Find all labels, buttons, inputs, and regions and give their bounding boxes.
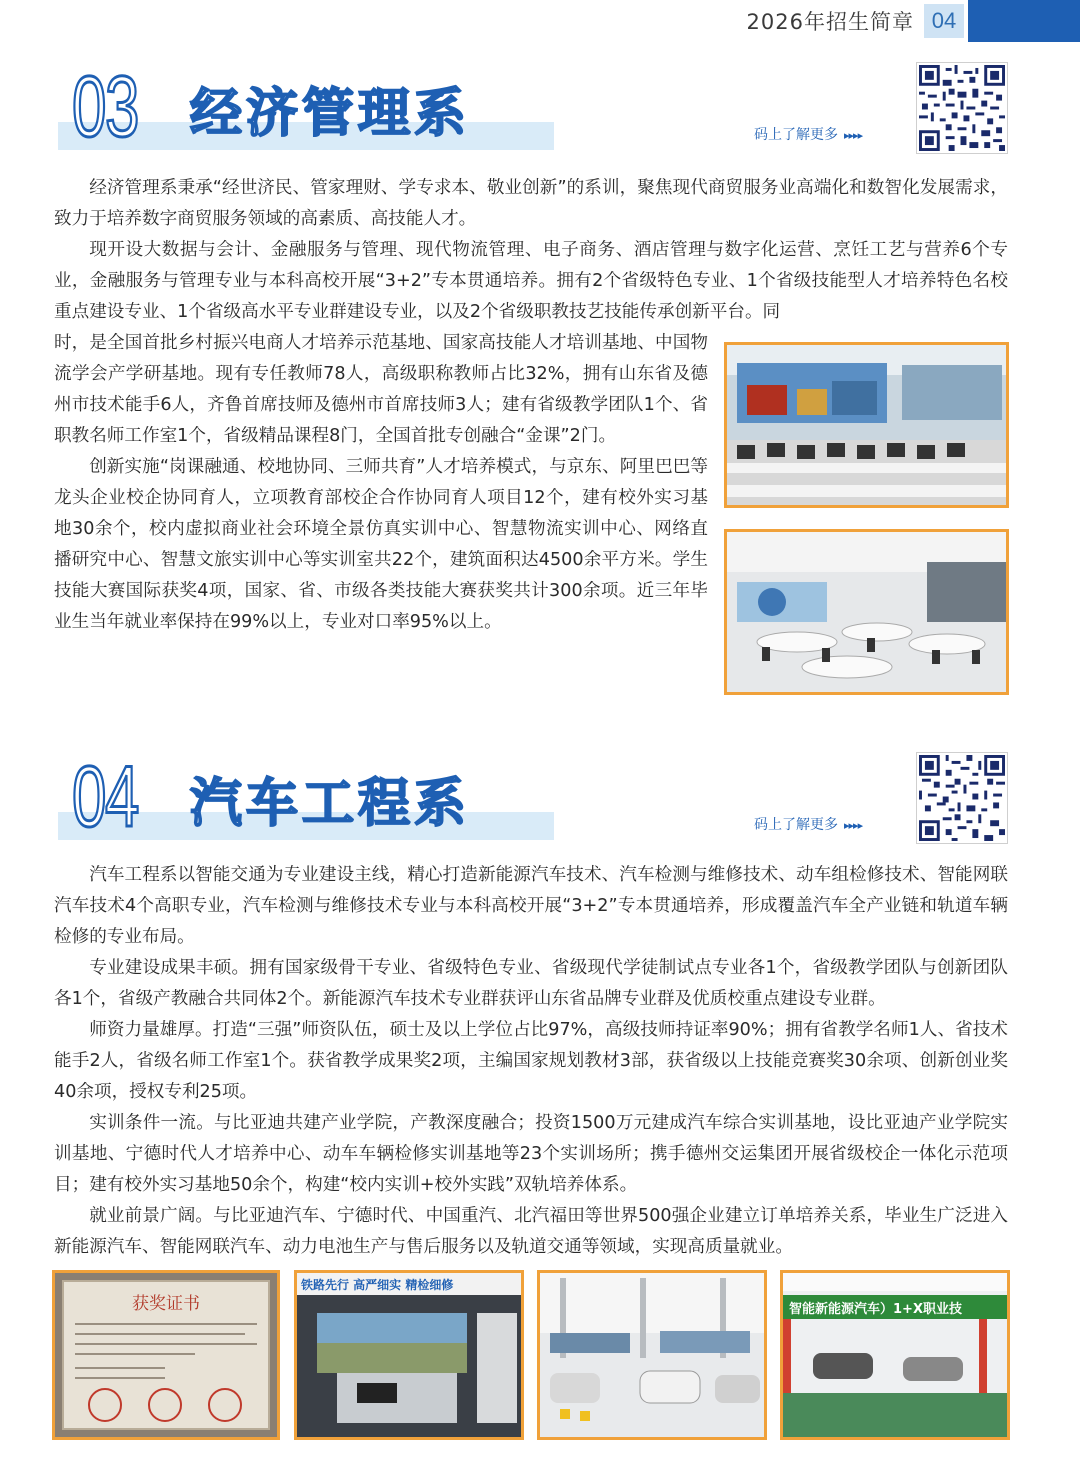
section-03-intro: [54, 173, 1008, 328]
section-04-body: [54, 860, 1008, 1263]
training-room-photo: [724, 529, 1009, 695]
paragraph: 专业建设成果丰硕。拥有国家级骨干专业、省级特色专业、省级现代学徒制试点专业各1个，省级教学团队与创新团队各1个，省级产教融合共同体2个。新能源汽车技术专业群获评山东省品牌专业群及优质校重点建设专业群。: [54, 958, 1008, 1009]
section-title: 经济管理系: [190, 84, 471, 144]
simulator-banner: 铁路先行 高严细实 精检细修: [301, 1278, 454, 1292]
paragraph: 经济管理系秉承“经世济民、管家理财、学专求本、敬业创新”的系训，聚焦现代商贸服务业高端化和数智化发展需求，致力于培养数字商贸服务领域的高素质、高技能人才。: [54, 178, 1008, 229]
paragraph: 时，是全国首批乡村振兴电商人才培养示范基地、国家高技能人才培训基地、中国物流学会产学研基地。现有专任教师78人，高级职称教师占比32%，拥有山东省及德州市技术能手6人，齐鲁首席技师及德州市首席技师3人；建有省级教学团队1个、省职教名师工作室1个，省级精品课程8门，全国首批专创融合“金课”2门。: [54, 333, 708, 446]
paragraph: 汽车工程系以智能交通为专业建设主线，精心打造新能源汽车技术、汽车检测与维修技术、动车组检修技术、智能网联汽车技术4个高职专业，汽车检测与维修技术专业与本科高校开展“3+2”专本贯通培养，形成覆盖汽车全产业链和轨道车辆检修的专业布局。: [54, 865, 1008, 947]
ev-training-photo: [780, 1270, 1010, 1440]
section-03-body: [54, 328, 708, 638]
section-title: 汽车工程系: [190, 774, 471, 834]
brochure-title: 2026年招生简章: [746, 10, 914, 34]
certificate-photo: [52, 1270, 280, 1440]
paragraph: 现开设大数据与会计、金融服务与管理、现代物流管理、电子商务、酒店管理与数字化运营、烹饪工艺与营养6个专业，金融服务与管理专业与本科高校开展“3+2”专本贯通培养。拥有2个省级特色专业、1个省级技能型人才培养特色名校重点建设专业、1个省级高水平专业群建设专业，以及2个省级职教技艺技能传承创新平台。同: [54, 240, 1008, 322]
header-bar: [968, 0, 1080, 42]
arrow-icon: ▸▸▸▸: [844, 129, 863, 142]
qr-code[interactable]: [916, 752, 1008, 844]
workshop-photo: [537, 1270, 767, 1440]
page-header: [0, 0, 1080, 44]
page-number: 04: [924, 4, 964, 38]
paragraph: 师资力量雄厚。打造“三强”师资队伍，硕士及以上学位占比97%，高级技师持证率90%；拥有省教学名师1人、省技术能手2人，省级名师工作室1个。获省教学成果奖2项，主编国家规划教材3部，获省级以上技能竞赛奖30余项、创新创业奖40余项，授权专利25项。: [54, 1020, 1008, 1102]
paragraph: 实训条件一流。与比亚迪共建产业学院，产教深度融合；投资1500万元建成汽车综合实训基地，设比亚迪产业学院实训基地、宁德时代人才培养中心、动车车辆检修实训基地等23个实训场所；携手德州交运集团开展省级校企一体化示范项目；建有校外实习基地50余个，构建“校内实训+校外实践”双轨培养体系。: [54, 1113, 1008, 1195]
qr-icon: [919, 755, 1005, 841]
qr-code[interactable]: [916, 62, 1008, 154]
more-label: 码上了解更多: [754, 817, 838, 833]
certificate-title: 获奖证书: [132, 1294, 200, 1314]
paragraph: 创新实施“岗课融通、校地协同、三师共育”人才培养模式，与京东、阿里巴巴等龙头企业校企协同育人，立项教育部校企合作协同育人项目12个，建有校外实习基地30余个，校内虚拟商业社会环境全景仿真实训中心、智慧物流实训中心、网络直播研究中心、智慧文旅实训中心等实训室共22个，建筑面积达4500余平方米。学生技能大赛国际获奖4项，国家、省、市级各类技能大赛获奖共计300余项。近三年毕业生当年就业率保持在99%以上，专业对口率95%以上。: [54, 457, 708, 632]
paragraph: 就业前景广阔。与比亚迪汽车、宁德时代、中国重汽、北汽福田等世界500强企业建立订单培养关系，毕业生广泛进入新能源汽车、智能网联汽车、动力电池生产与售后服务以及轨道交通等领域，实现高质量就业。: [54, 1206, 1008, 1257]
more-link[interactable]: [754, 124, 862, 144]
section-number: 04: [72, 749, 139, 845]
arrow-icon: ▸▸▸▸: [844, 819, 863, 832]
more-link[interactable]: [754, 814, 862, 834]
simulator-photo: [294, 1270, 524, 1440]
qr-icon: [919, 65, 1005, 151]
classroom-photo: [724, 342, 1009, 508]
ev-banner: 智能新能源汽车）1+X职业技: [789, 1302, 962, 1317]
section-number: 03: [72, 59, 139, 155]
more-label: 码上了解更多: [754, 127, 838, 143]
